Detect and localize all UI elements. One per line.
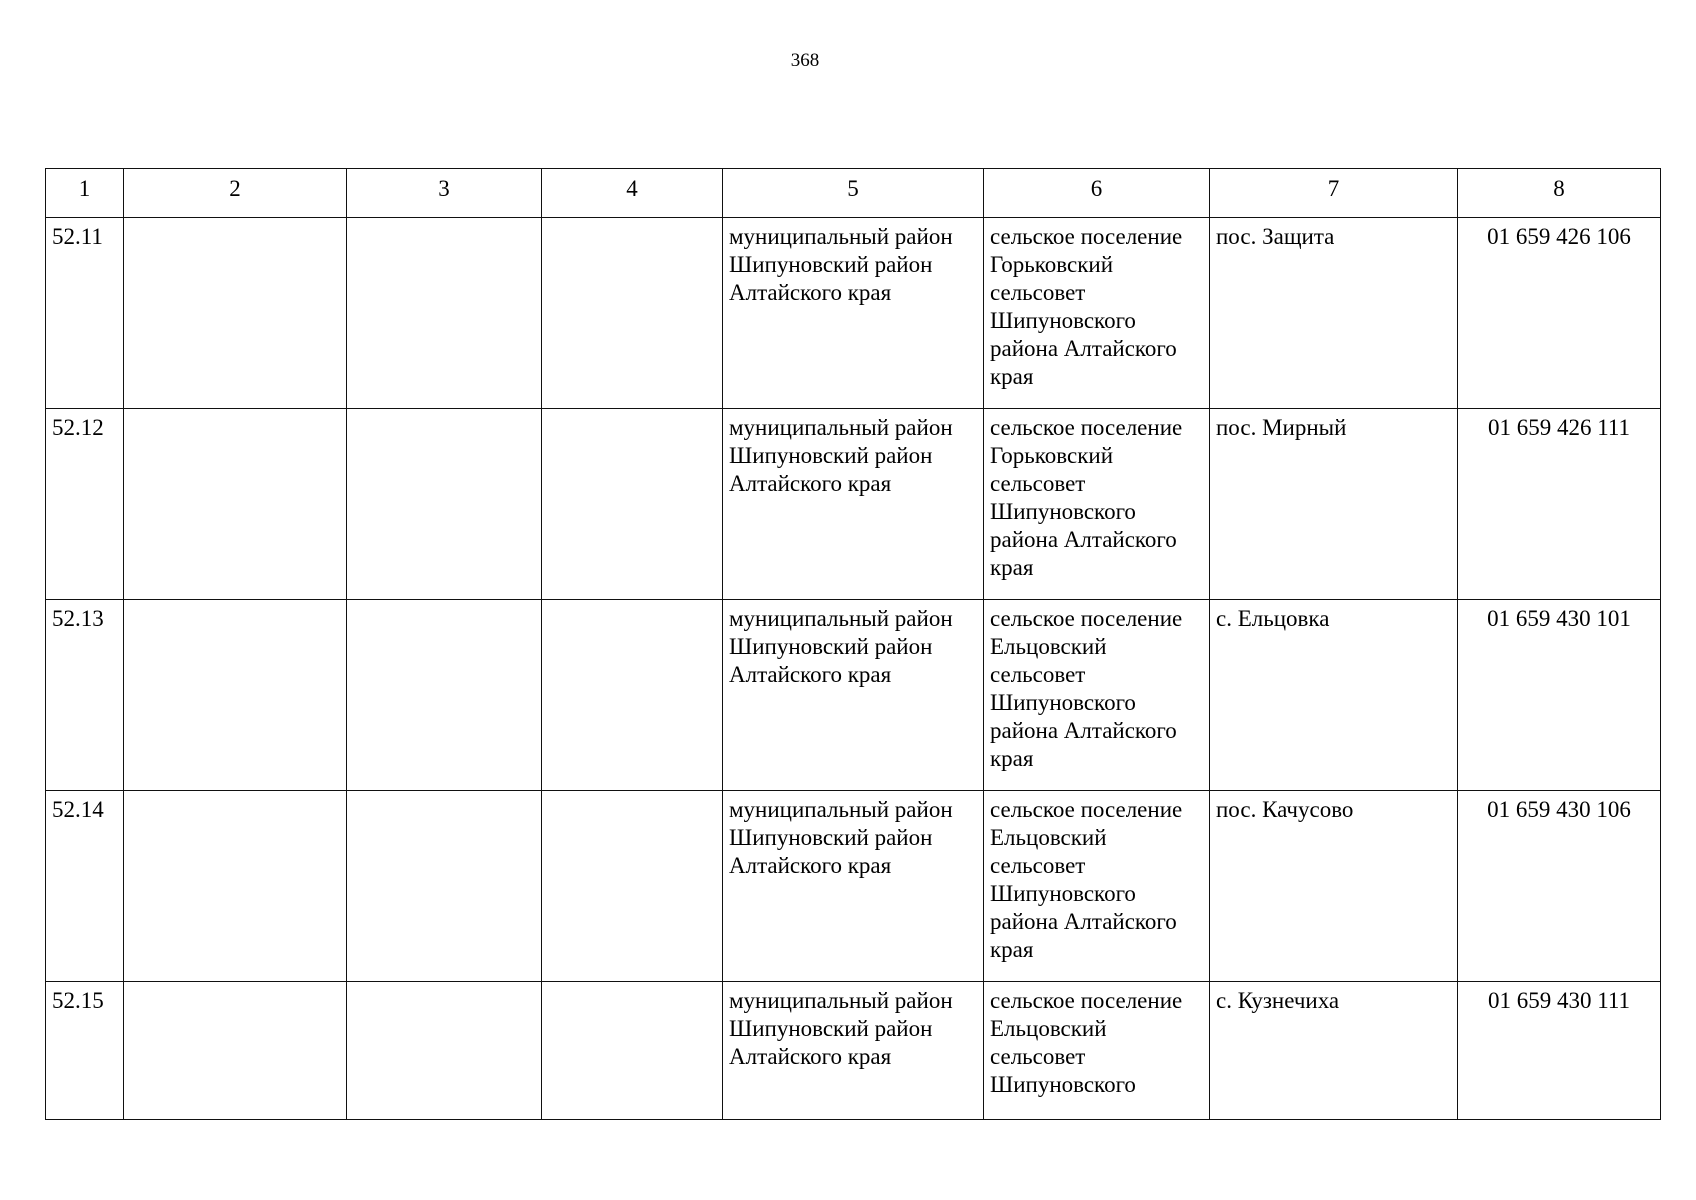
settlement-line: сельсовет xyxy=(990,280,1086,305)
district-line: Алтайского края xyxy=(729,280,892,305)
row-number-cell: 52.11 xyxy=(46,218,124,409)
settlement-line: края xyxy=(990,555,1034,580)
settlement-line: края xyxy=(990,746,1034,771)
settlement-line: Ельцовский xyxy=(990,825,1107,850)
column-header: 1 xyxy=(46,169,124,218)
settlement-line: Шипуновского xyxy=(990,308,1136,333)
locality-cell: пос. Качусово xyxy=(1210,791,1458,982)
district-line: Алтайского края xyxy=(729,471,892,496)
settlement-line: района Алтайского xyxy=(990,718,1177,743)
settlement-line: сельсовет xyxy=(990,662,1086,687)
column-header: 2 xyxy=(124,169,347,218)
empty-cell xyxy=(542,791,723,982)
district-line: Шипуновский район xyxy=(729,443,933,468)
district-cell xyxy=(723,218,984,409)
district-line: муниципальный район xyxy=(729,415,953,440)
column-header: 7 xyxy=(1210,169,1458,218)
empty-cell xyxy=(542,218,723,409)
empty-cell xyxy=(347,600,542,791)
settlement-line: Шипуновского xyxy=(990,1072,1136,1097)
empty-cell xyxy=(542,600,723,791)
settlement-line: сельское поселение xyxy=(990,224,1183,249)
settlement-cell xyxy=(984,791,1210,982)
row-number-cell: 52.14 xyxy=(46,791,124,982)
row-number-cell: 52.15 xyxy=(46,982,124,1120)
settlement-line: Шипуновского xyxy=(990,499,1136,524)
district-line: муниципальный район xyxy=(729,988,953,1013)
empty-cell xyxy=(124,600,347,791)
settlement-line: сельсовет xyxy=(990,853,1086,878)
settlement-line: сельское поселение xyxy=(990,415,1183,440)
settlement-line: края xyxy=(990,364,1034,389)
column-header: 8 xyxy=(1458,169,1661,218)
district-cell xyxy=(723,600,984,791)
district-line: муниципальный район xyxy=(729,224,953,249)
settlement-line: Ельцовский xyxy=(990,634,1107,659)
table-row xyxy=(46,409,1661,600)
district-line: Алтайского края xyxy=(729,662,892,687)
district-line: Шипуновский район xyxy=(729,252,933,277)
district-cell xyxy=(723,791,984,982)
column-header: 4 xyxy=(542,169,723,218)
district-cell xyxy=(723,982,984,1120)
oktmo-code-cell: 01 659 430 106 xyxy=(1458,791,1661,982)
empty-cell xyxy=(347,409,542,600)
table-row xyxy=(46,600,1661,791)
settlement-line: сельское поселение xyxy=(990,988,1183,1013)
table-row xyxy=(46,218,1661,409)
oktmo-code-cell: 01 659 426 111 xyxy=(1458,409,1661,600)
table-row xyxy=(46,791,1661,982)
district-line: муниципальный район xyxy=(729,606,953,631)
district-line: муниципальный район xyxy=(729,797,953,822)
empty-cell xyxy=(124,218,347,409)
settlement-cell xyxy=(984,409,1210,600)
settlement-line: сельское поселение xyxy=(990,797,1183,822)
locality-cell: с. Ельцовка xyxy=(1210,600,1458,791)
locality-cell: пос. Защита xyxy=(1210,218,1458,409)
empty-cell xyxy=(124,409,347,600)
settlement-line: района Алтайского xyxy=(990,909,1177,934)
page-number: 368 xyxy=(790,50,820,71)
district-line: Алтайского края xyxy=(729,853,892,878)
table-row xyxy=(46,982,1661,1120)
column-header: 3 xyxy=(347,169,542,218)
registry-table xyxy=(45,168,1661,1120)
empty-cell xyxy=(542,409,723,600)
settlement-cell xyxy=(984,982,1210,1120)
settlement-line: Шипуновского xyxy=(990,881,1136,906)
settlement-cell xyxy=(984,218,1210,409)
oktmo-code-cell: 01 659 430 111 xyxy=(1458,982,1661,1120)
empty-cell xyxy=(124,791,347,982)
settlement-cell xyxy=(984,600,1210,791)
header-row xyxy=(46,169,1661,218)
settlement-line: Горьковский xyxy=(990,252,1113,277)
empty-cell xyxy=(347,791,542,982)
oktmo-code-cell: 01 659 430 101 xyxy=(1458,600,1661,791)
empty-cell xyxy=(347,218,542,409)
settlement-line: Шипуновского xyxy=(990,690,1136,715)
settlement-line: Горьковский xyxy=(990,443,1113,468)
settlement-line: района Алтайского xyxy=(990,527,1177,552)
column-header: 5 xyxy=(723,169,984,218)
settlement-line: сельсовет xyxy=(990,1044,1086,1069)
settlement-line: района Алтайского xyxy=(990,336,1177,361)
empty-cell xyxy=(542,982,723,1120)
district-line: Алтайского края xyxy=(729,1044,892,1069)
settlement-line: Ельцовский xyxy=(990,1016,1107,1041)
row-number-cell: 52.13 xyxy=(46,600,124,791)
column-header: 6 xyxy=(984,169,1210,218)
oktmo-code-cell: 01 659 426 106 xyxy=(1458,218,1661,409)
district-line: Шипуновский район xyxy=(729,825,933,850)
district-line: Шипуновский район xyxy=(729,634,933,659)
locality-cell: пос. Мирный xyxy=(1210,409,1458,600)
empty-cell xyxy=(124,982,347,1120)
locality-cell: с. Кузнечиха xyxy=(1210,982,1458,1120)
row-number-cell: 52.12 xyxy=(46,409,124,600)
settlement-line: края xyxy=(990,937,1034,962)
district-line: Шипуновский район xyxy=(729,1016,933,1041)
empty-cell xyxy=(347,982,542,1120)
district-cell xyxy=(723,409,984,600)
settlement-line: сельское поселение xyxy=(990,606,1183,631)
settlement-line: сельсовет xyxy=(990,471,1086,496)
